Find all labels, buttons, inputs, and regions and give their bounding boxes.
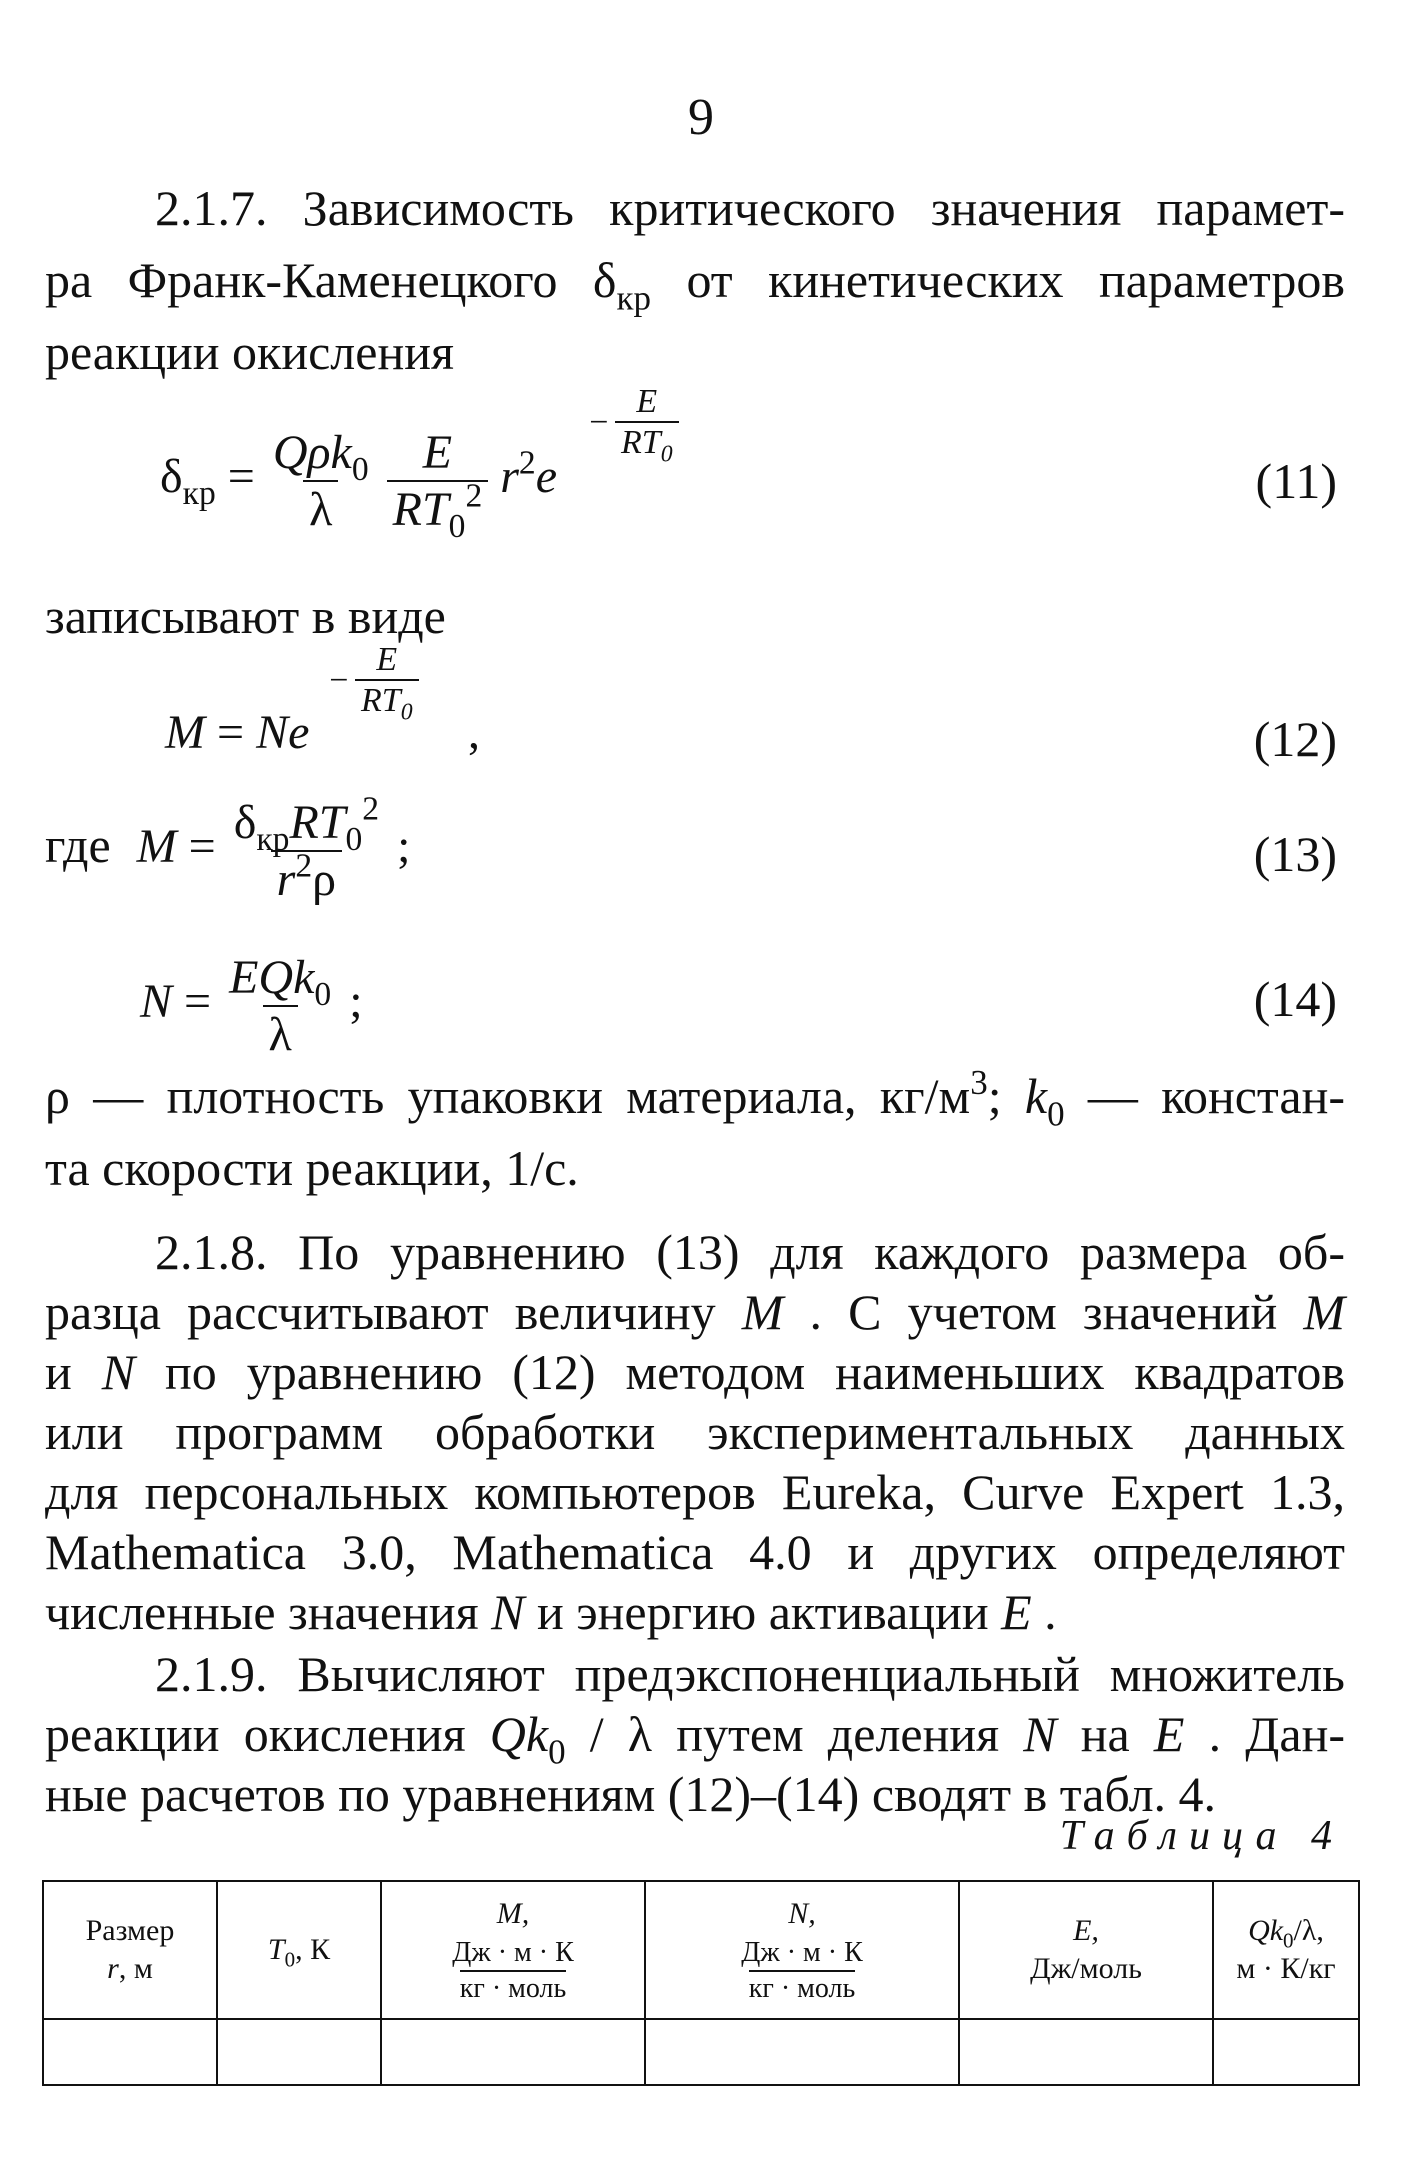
- para-2-1-7-line2: ра Франк-Каменецкого $\delta_{кр}$ от кинетических параметров: [45, 252, 1346, 318]
- equation-12: M = Ne: [165, 706, 310, 759]
- para-2-1-7-line1: 2.1.7. Зависимость критического значения парамет-: [155, 180, 1345, 236]
- para-2-1-9-line1: 2.1.9. Вычисляют предэкспоненциальный множитель: [155, 1646, 1345, 1702]
- eq11-frac1: $\frac{Q\rho k_0}{\lambda}$: [272, 426, 369, 537]
- para-2-1-9-line2: реакции окисления $Qk_0$ / λ путем деления N на E . Дан-: [45, 1706, 1345, 1772]
- equation-13-number: (13): [1253, 826, 1337, 882]
- equation-14-number: (14): [1253, 971, 1337, 1027]
- para-rho-line1: ρ — плотность упаковки материала, $кг/м^3$; $k_0$ — констан-: [45, 1062, 1345, 1134]
- equation-11: $\delta_{кр}$ = $\frac{Q\rho k_0}{\lambda}$ $\frac{E}{RT_0^2}$ $r^2e$: [160, 426, 558, 545]
- para-2-1-8-line5: для персональных компьютеров Eureka, Curve Expert 1.3,: [45, 1464, 1345, 1520]
- equation-12-number: (12): [1253, 711, 1337, 767]
- eq11-exponent: − $\frac{E}{RT_0}$: [615, 382, 679, 462]
- text-zapisyvayut: записывают в виде: [45, 588, 446, 644]
- para-2-1-8-line1: 2.1.8. По уравнению (13) для каждого размера об-: [155, 1224, 1345, 1280]
- para-rho-line2: та скорости реакции, 1/с.: [45, 1140, 579, 1196]
- eq14-frac: $\frac{EQk_0}{\lambda}$: [229, 951, 332, 1062]
- equation-14: N = $\frac{EQk_0}{\lambda}$ ;: [140, 951, 363, 1062]
- equation-13: где M = $\frac{\delta_{кр}RT_0^2}{r^2\rho}$ ;: [45, 790, 411, 907]
- page-number: 9: [688, 89, 714, 146]
- delta-kr: $\delta_{кр}$: [592, 252, 651, 318]
- col-T0: $T_0$, К: [217, 1881, 381, 2019]
- table-row: [43, 2019, 1359, 2085]
- para-2-1-8-line6: Mathematica 3.0, Mathematica 4.0 и других определяют: [45, 1524, 1345, 1580]
- para-2-1-8-line4: или программ обработки экспериментальных данных: [45, 1404, 1345, 1460]
- eq12-exponent: − $\frac{E}{RT_0}$: [355, 640, 419, 720]
- para-2-1-8-line7: численные значения N и энергию активации E .: [45, 1584, 1057, 1640]
- para-2-1-8-line2: разца рассчитывают величину M . С учетом значений M: [45, 1284, 1345, 1340]
- col-E: E, Дж/моль: [959, 1881, 1213, 2019]
- col-N: N, $\frac{Дж \cdot м \cdot К}{\text{кг · моль}}$: [645, 1881, 959, 2019]
- para-2-1-9-line3: ные расчетов по уравнениям (12)–(14) сводят в табл. 4.: [45, 1766, 1217, 1822]
- equation-11-number: (11): [1255, 453, 1337, 509]
- document-page: 9 2.1.7. Зависимость критического значения парамет- ра Франк-Каменецкого $\delta_{кр}$ от кинетических параметров реакции окисления $\delta_{кр}$ = $\frac{Q\rho k_0}{\lambda}$ $\frac{E}{RT_0^2}$ $r^2e$ − $\frac{E}{RT_0}$ (11) записывают в виде M = Ne − $\frac{E}{RT_0}$ , (12) где M = $\frac{\delta_{кр}RT_0^2}{r^2\rho}$ ; (13) N = $\frac{EQk_0}{\lambda}$ ; (14) ρ — плотность упаковки материала, $кг/м^3$; $k_0$ — констан- та скорости реакции, 1/с. 2.1.8. По уравнению (13) для каждого размера об- разца рассчитывают величину M . С учетом значений M и N по уравнению (12) методом наименьших квадратов или программ обработки экспериментальных данных для персональных компьютеров Eureka, Curve Expert 1.3, Mathematica 3.0, Mathematica 4.0 и других определяют численные значения N и энергию активации E . 2.1.9. Вычисляют предэкспоненциальный множитель реакции окисления $Qk_0$ / λ путем деления N на E . Дан- ные расчетов по уравнениям (12)–(14) сводят в табл. 4. Таблица 4 Размер r, м $T_0$, К M, $\frac{Дж \cdot м \cdot К}{\text{кг · моль}}$ N, $\frac{Дж \cdot м \cdot К}{\text{кг · моль}}$ E, Дж/моль $Qk_0/\lambda$, м · К/кг: [0, 0, 1402, 2169]
- table-header-row: [43, 1881, 1359, 2019]
- eq11-frac2: $\frac{E}{RT_0^2}$: [387, 425, 489, 537]
- col-Qk0: $Qk_0/\lambda$, м · К/кг: [1213, 1881, 1359, 2019]
- para-2-1-7-line3: реакции окисления: [45, 324, 454, 380]
- table-caption: Таблица 4: [1059, 1813, 1344, 1859]
- para-2-1-8-line3: и N по уравнению (12) методом наименьших квадратов: [45, 1344, 1345, 1400]
- table-4: [42, 1880, 1360, 2086]
- col-size: Размер r, м: [43, 1881, 217, 2019]
- eq13-frac: $\frac{\delta_{кр}RT_0^2}{r^2\rho}$: [233, 790, 380, 907]
- col-M: M, $\frac{Дж \cdot м \cdot К}{\text{кг · моль}}$: [381, 1881, 645, 2019]
